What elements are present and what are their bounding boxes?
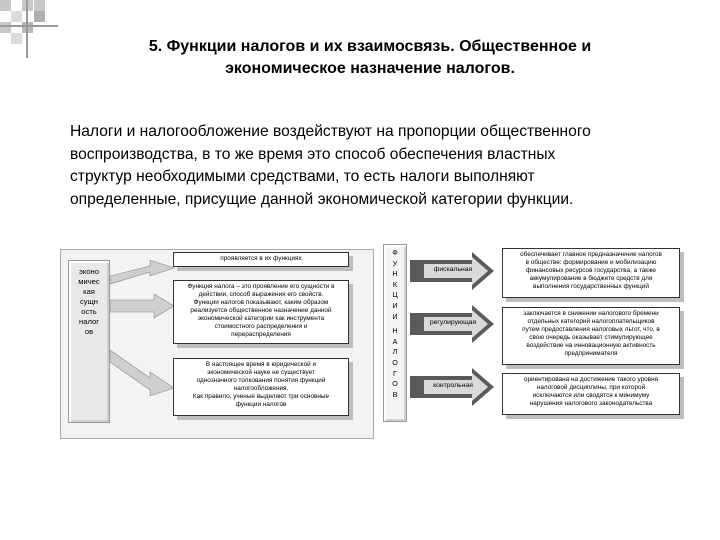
vertical-letter: О [392,357,398,367]
essence-line: сущн [79,297,99,306]
vertical-letter: Л [392,347,398,357]
vertical-letter: В [392,389,398,399]
arrow-to-bottom-box [110,350,174,396]
deco-square [11,11,22,22]
control-desc-line: налоговой дисциплины, при которой [536,384,646,391]
regulating-desc-line: предпринимателя [564,350,618,357]
functions-diagram [55,240,695,540]
vertical-letter: У [392,258,398,268]
regulating-desc-line: свою очередь оказывает стимулирующее [529,334,653,341]
intro-line-2: воспроизводства, в то же время это способ обеспечения властных [70,145,556,163]
definition-line: стоимостного распределения и [214,323,308,330]
essence-line: кая [83,287,95,296]
fiscal-desc-line: в обществе: формирование и мобилизацию [525,259,657,266]
fiscal-desc-line: аккумулирование в бюджете средств для [529,275,653,282]
fiscal-label: фискальная [433,266,473,273]
science-line: В настоящее время в юридической и [205,361,317,368]
vertical-letter: Г [393,368,397,378]
fiscal-desc-line: выполнения государственных функций [533,283,649,290]
essence-line: налог [79,317,99,326]
essence-line: мичес [78,277,100,286]
intro-paragraph [70,121,700,211]
deco-square [11,33,22,44]
title-line-2: экономическое назначение налогов. [225,60,515,77]
control-desc-line: ориентирована на достижение такого уровня [523,376,659,383]
definition-line: экономической категории как инструмента [197,315,325,322]
vertical-letter: Ц [392,290,398,300]
intro-line-1: Налоги и налогообложение воздействуют на пропорции общественного [70,123,591,140]
deco-square [0,22,11,33]
vertical-letter: Н [392,269,398,279]
definition-box [173,280,349,344]
regulating-desc-line: путем предоставления налоговых льгот, что, в [522,326,660,333]
definition-line: Функции налогов показывают, каким образом [193,299,329,306]
vertical-letter: А [392,336,398,346]
essence-line: ость [81,307,97,316]
control-description [502,373,680,415]
regulating-desc-line: отдельных категорий налогоплательщиков [527,318,655,325]
fiscal-desc-line: обеспечивает главное предназначение налогов [520,251,662,258]
control-desc-line: исключаются или сводятся к минимуму [532,392,650,399]
science-line: Как правило, ученые выделяют три основные [192,393,330,400]
arrow-to-top-box [110,260,174,284]
science-line: налогообложения. [233,385,289,392]
definition-line: перераспределения [231,331,291,338]
arrow-to-middle-box [110,294,174,318]
deco-square [0,0,11,11]
control-desc-line: нарушения налогового законодательства [529,400,653,407]
regulating-label: регулирующая [429,319,477,326]
fiscal-desc-line: финансовых ресурсов государства, а также [526,267,656,274]
definition-line: действии, способ выражения его свойств. [198,291,324,298]
science-box [173,358,349,416]
page-title [60,36,680,80]
essence-line: эконо [79,267,99,276]
essence-line: ов [84,327,94,336]
vertical-letter: О [392,379,398,389]
essence-text [69,267,109,337]
vertical-letter: Н [392,326,398,336]
regulating-desc-line: воздействие на инновационную активность [526,342,656,349]
top-box-text: проявляется в их функциях [220,255,302,262]
functions-vertical-label [383,248,407,400]
left-arrows [110,250,180,430]
regulating-description [502,307,680,365]
vertical-letter: К [392,279,398,289]
fiscal-description [502,248,680,298]
deco-square [34,0,45,11]
top-box [173,252,349,267]
science-line: экономической науке не существует [207,369,315,376]
deco-vertical-line [26,0,28,58]
intro-line-4: определенные, присущие данной экономической категории функции. [70,190,574,208]
intro-line-3: структур необходимыми средствами, то есть налоги выполняют [70,168,535,185]
deco-horizontal-line [0,25,58,27]
science-line: однозначного толкования понятия функций [196,377,326,384]
definition-line: реализуется общественное назначение данной [190,307,332,314]
title-line-1: 5. Функции налогов и их взаимосвязь. Общественное и [148,38,592,55]
control-label: контрольная [433,382,473,389]
vertical-letter: И [392,311,398,321]
vertical-letter: И [392,300,398,310]
regulating-desc-line: заключается в снижении налогового бремени [523,310,659,317]
deco-square [34,11,45,22]
science-line: функции налогов [235,401,287,408]
vertical-letter: Ф [392,248,398,257]
definition-line: Функция налога – это проявление его сущности в [187,283,335,290]
